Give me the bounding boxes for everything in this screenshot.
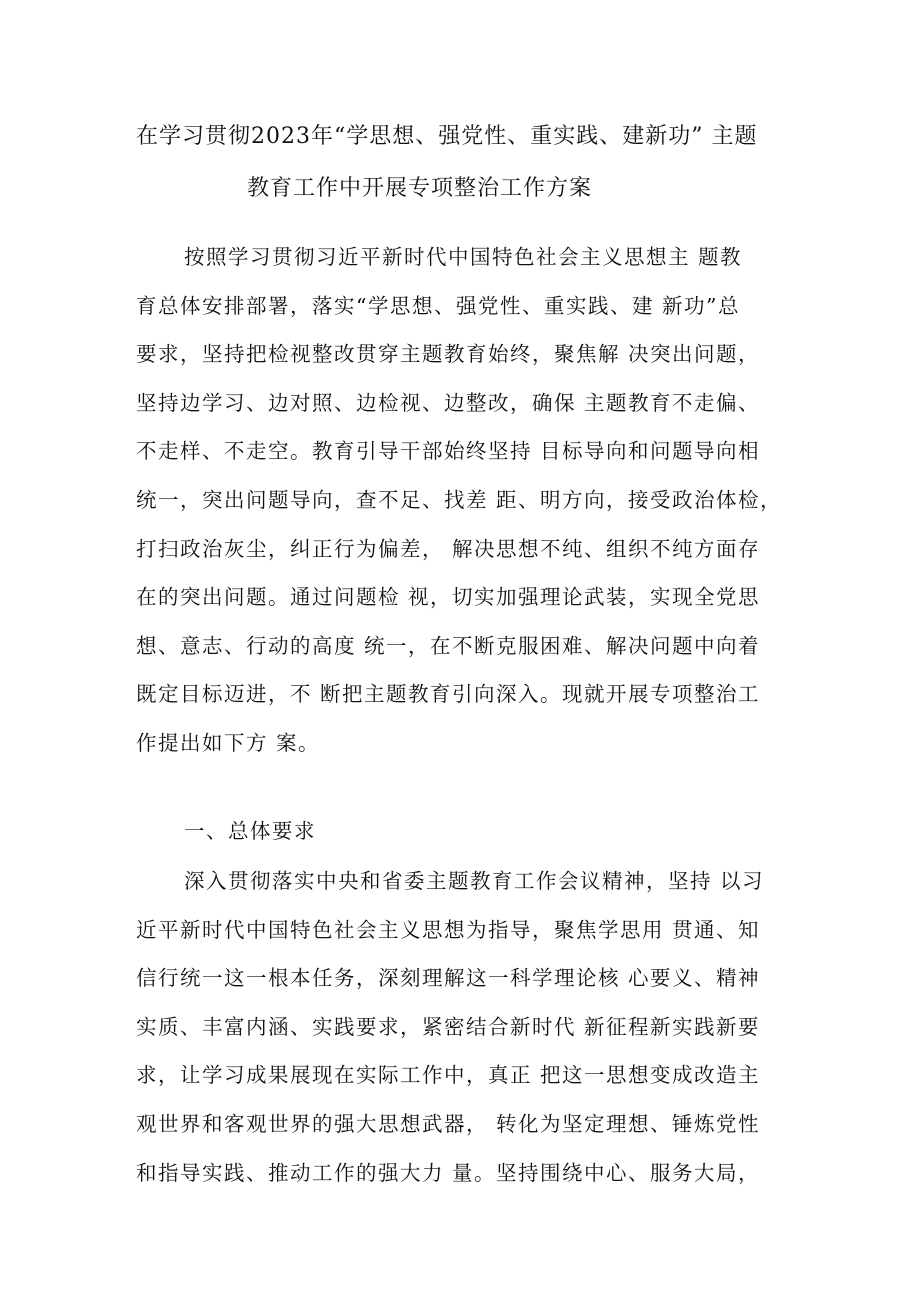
intro-line: 既定目标迈进，不 断把主题教育引向深入。现就开展专项整治工 [136,682,761,707]
intro-paragraph [136,233,796,768]
intro-line: 要求，坚持把检视整改贯穿主题教育始终，聚焦解 决突出问题， [136,342,761,367]
section-1-paragraph [136,857,796,1197]
section-line: 深入贯彻落实中央和省委主题教育工作会议精神，坚持 以习 [184,869,765,893]
intro-line: 坚持边学习、边对照、边检视、边整改，确保 主题教育不走偏、 [136,390,761,415]
section-line: 近平新时代中国特色社会主义思想为指导，聚焦学思用 贯通、知 [136,917,761,942]
intro-line: 在的突出问题。通过问题检 视，切实加强理论武装，实现全党思 [136,585,761,610]
section-line: 实质、丰富内涵、实践要求，紧密结合新时代 新征程新实践新要 [136,1014,761,1039]
intro-line: 育总体安排部署，落实“学思想、强党性、重实践、建 新功”总 [136,293,740,318]
intro-line: 按照学习贯彻习近平新时代中国特色社会主义思想主 题教 [184,245,743,269]
section-1-heading-block [136,807,796,856]
document-title-line-1: 在学习贯彻2023年“学思想、强党性、重实践、建新功” 主题 [136,124,758,149]
intro-line: 作提出如下方 案。 [136,730,321,755]
intro-line: 不走样、不走空。教育引导干部始终坚持 目标导向和问题导向相 [136,439,761,464]
section-line: 和指导实践、推动工作的强大力 量。坚持围绕中心、服务大局， [136,1160,761,1185]
section-line: 信行统一这一根本任务，深刻理解这一科学理论核 心要义、精神 [136,966,761,991]
intro-line: 打扫政治灰尘，纠正行为偏差， 解决思想不纯、组织不纯方面存 [136,536,761,561]
document-title-line-2: 教育工作中开展专项整治工作方案 [247,176,593,201]
intro-line: 统一，突出问题导向，查不足、找差 距、明方向，接受政治体检， [136,487,783,512]
section-line: 求，让学习成果展现在实际工作中，真正 把这一思想变成改造主 [136,1063,761,1088]
section-line: 观世界和客观世界的强大思想武器， 转化为坚定理想、锤炼党性 [136,1111,761,1136]
section-heading: 一、总体要求 [184,819,316,843]
intro-line: 想、意志、行动的高度 统一，在不断克服困难、解决问题中向着 [136,633,761,658]
